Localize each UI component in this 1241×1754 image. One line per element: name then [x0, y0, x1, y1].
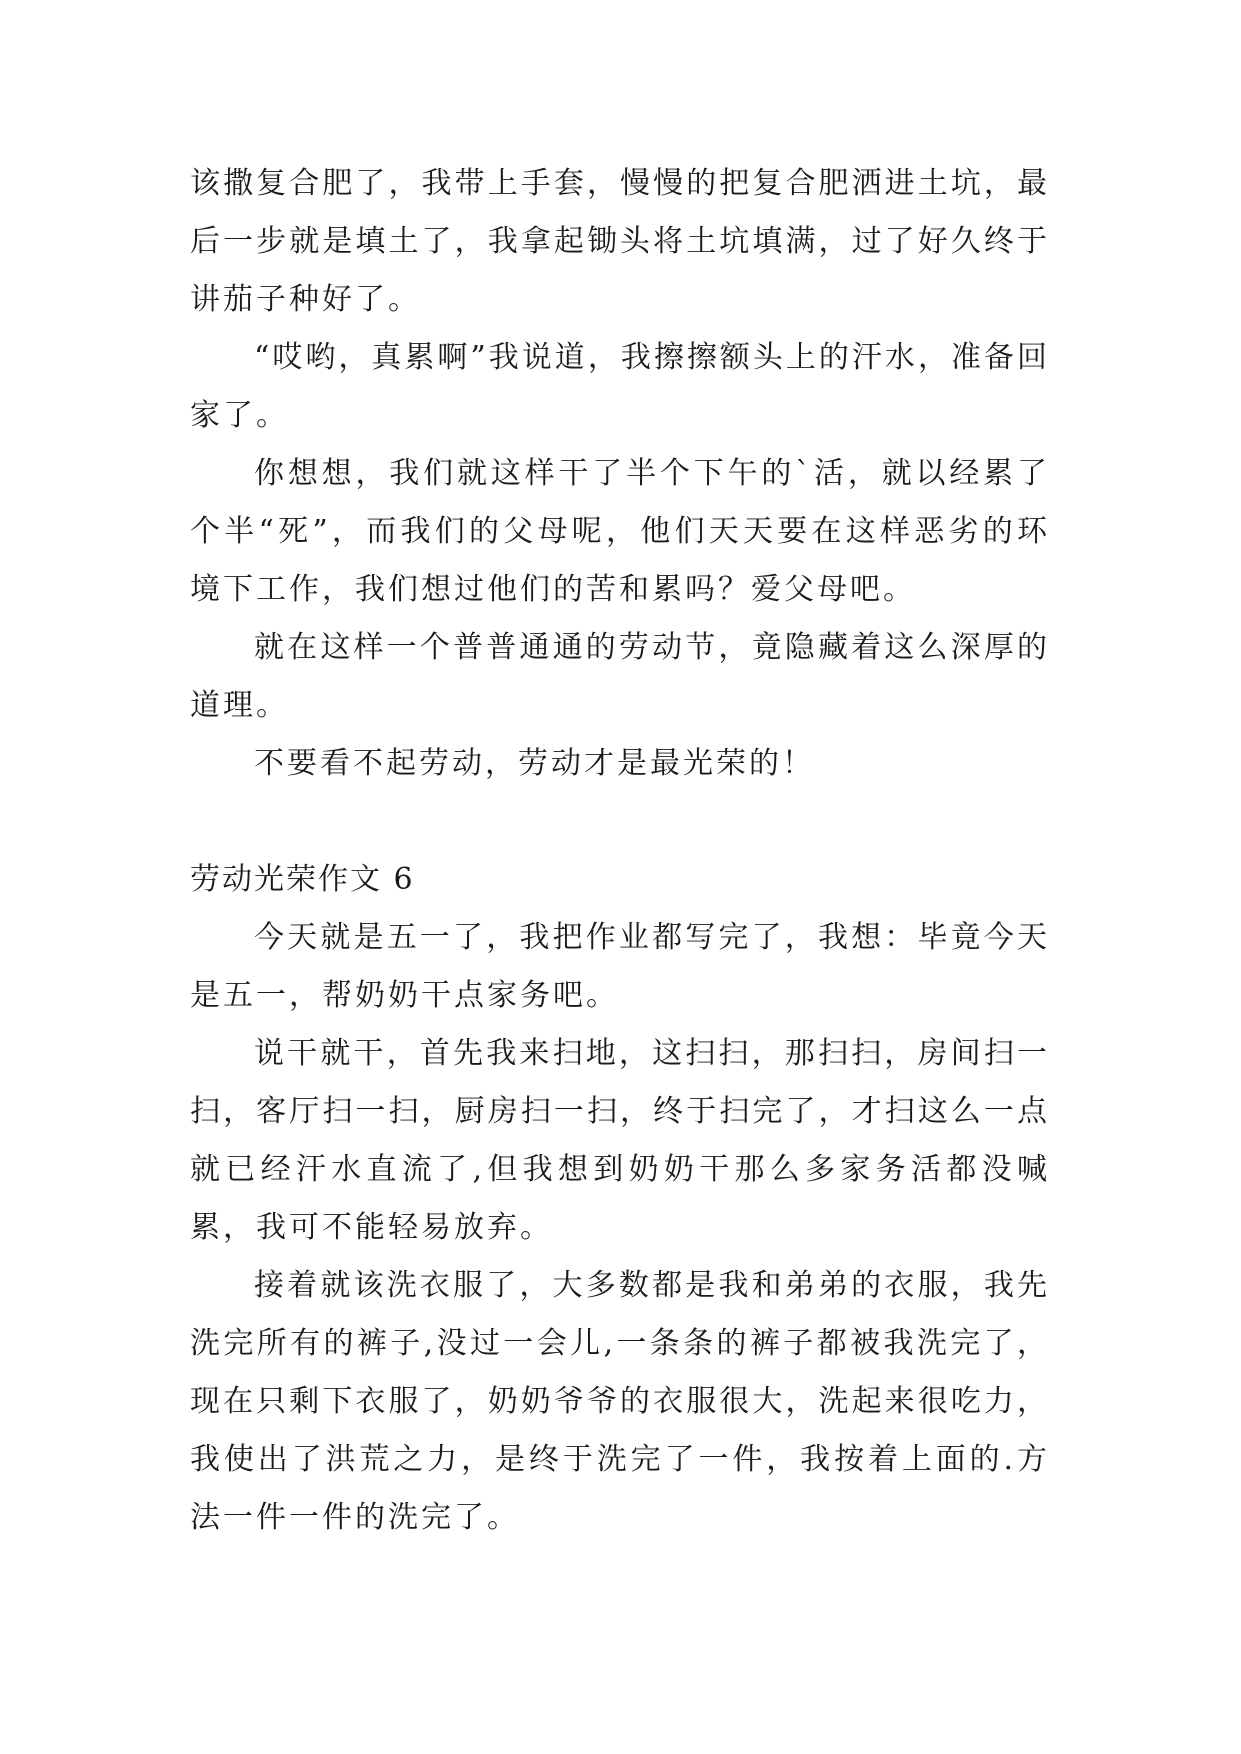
paragraph-3: 你想想，我们就这样干了半个下午的`活，就以经累了个半“死”，而我们的父母呢，他们天天要在这样恶劣的环境下工作，我们想过他们的苦和累吗？爱父母吧。	[190, 456, 1050, 607]
paragraph-4: 就在这样一个普普通通的劳动节，竟隐藏着这么深厚的道理。	[190, 630, 1050, 723]
paragraph-8: 接着就该洗衣服了，大多数都是我和弟弟的衣服，我先洗完所有的裤子,没过一会儿,一条条的裤子都被我洗完了，现在只剩下衣服了，奶奶爷爷的衣服很大，洗起来很吃力，我使出了洪荒之力，是终于洗完了一件，我按着上面的.方法一件一件的洗完了。	[190, 1268, 1050, 1535]
document-body	[190, 155, 1050, 1547]
paragraph-6: 今天就是五一了，我把作业都写完了，我想：毕竟今天是五一，帮奶奶干点家务吧。	[190, 920, 1050, 1013]
paragraph-2: “哎哟，真累啊”我说道，我擦擦额头上的汗水，准备回家了。	[190, 340, 1050, 433]
paragraph-7: 说干就干，首先我来扫地，这扫扫，那扫扫，房间扫一扫，客厅扫一扫，厨房扫一扫，终于扫完了，才扫这么一点就已经汗水直流了,但我想到奶奶干那么多家务活都没喊累，我可不能轻易放弃。	[190, 1036, 1050, 1245]
paragraph-5: 不要看不起劳动，劳动才是最光荣的！	[254, 746, 815, 781]
essay-heading: 劳动光荣作文 6	[190, 862, 415, 897]
paragraph-1: 该撒复合肥了，我带上手套，慢慢的把复合肥洒进土坑，最后一步就是填土了，我拿起锄头将土坑填满，过了好久终于讲茄子种好了。	[190, 166, 1050, 317]
